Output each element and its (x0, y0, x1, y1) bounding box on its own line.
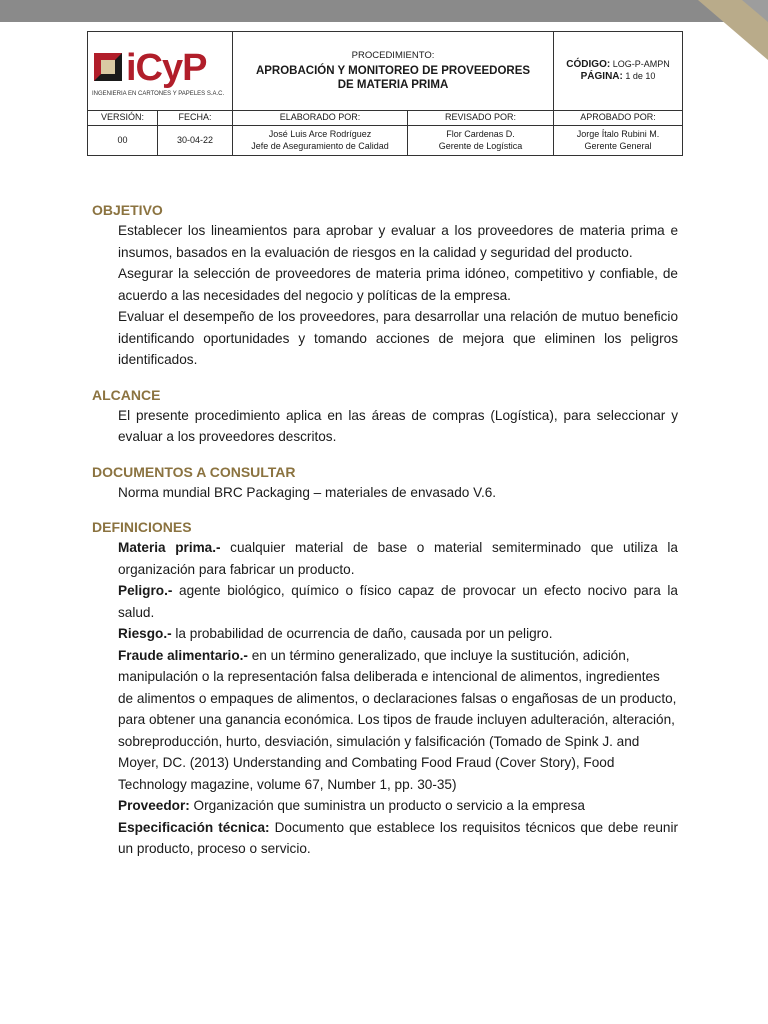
section-title-definiciones: DEFINICIONES (92, 519, 192, 535)
reviewed-name: Flor Cardenas D. (446, 129, 515, 140)
definition-item (118, 580, 678, 623)
col-date-header: FECHA: (158, 111, 233, 126)
objetivo-paragraph-1: Establecer los lineamientos para aprobar y evaluar a los proveedores de materia prima e insumos, basados en la evaluación de riesgos en la calidad y seguridad del producto. (118, 223, 678, 260)
top-bar (0, 0, 768, 22)
logo-text: iCyP (126, 47, 207, 89)
section-title-objetivo: OBJETIVO (92, 202, 163, 218)
section-definiciones (92, 517, 678, 860)
approved-cell (554, 126, 683, 156)
definition-item (118, 623, 678, 645)
reviewed-role: Gerente de Logística (438, 140, 523, 151)
code-label: CÓDIGO: (566, 58, 611, 70)
code-cell (554, 32, 683, 111)
section-objetivo (92, 200, 678, 371)
col-elaborated-header: ELABORADO POR: (233, 111, 408, 126)
section-documentos (92, 462, 678, 504)
definition-text: Organización que suministra un producto o servicio a la empresa (189, 798, 585, 813)
elaborated-cell (233, 126, 408, 156)
col-approved-header: APROBADO POR: (554, 111, 683, 126)
procedure-label: PROCEDIMIENTO: (351, 49, 435, 61)
corner-decoration-inner (742, 0, 768, 22)
logo-cell (88, 32, 233, 111)
definition-term: Peligro.- (118, 583, 173, 598)
definition-text: Documento que establece los requisitos técnicos que debe reunir un producto, proceso o servicio. (118, 819, 678, 856)
approved-role: Gerente General (584, 140, 652, 151)
col-reviewed-header: REVISADO POR: (408, 111, 554, 126)
definition-text: la probabilidad de ocurrencia de daño, causada por un peligro. (171, 626, 553, 641)
company-logo (90, 41, 230, 101)
section-title-alcance: ALCANCE (92, 386, 161, 403)
document-header-table (87, 31, 683, 156)
objetivo-paragraph-2: Asegurar la selección de proveedores de materia prima idóneo, competitivo y confiable, de acuerdo a las necesidades del negocio y políticas de la empresa. (118, 266, 678, 303)
col-version-header: VERSIÓN: (88, 111, 158, 126)
definition-term: Proveedor: (118, 798, 190, 813)
definition-text: cualquier material de base o material semiterminado que utiliza la organización para fabricar un producto. (118, 540, 678, 577)
date-value: 30-04-22 (158, 126, 233, 156)
definition-item (118, 537, 678, 580)
definition-item (118, 795, 678, 817)
definition-term: Especificación técnica: (118, 819, 270, 835)
definition-term: Materia prima.- (118, 540, 221, 555)
procedure-title-line1: APROBACIÓN Y MONITOREO DE PROVEEDORES (255, 64, 531, 77)
definition-item (118, 817, 678, 860)
section-title-documentos: DOCUMENTOS A CONSULTAR (92, 463, 296, 480)
code-value: LOG-P-AMPN (612, 58, 670, 69)
reviewed-cell (408, 126, 554, 156)
page-value: 1 de 10 (625, 71, 656, 81)
elaborated-role: Jefe de Aseguramiento de Calidad (251, 140, 389, 151)
logo-subtitle: INGENIERIA EN CARTONES Y PAPELES S.A.C. (92, 91, 225, 97)
definition-term: Fraude alimentario.- (118, 647, 248, 663)
logo-mark-icon (94, 53, 122, 81)
objetivo-paragraph-3: Evaluar el desempeño de los proveedores, para desarrollar una relación de mutuo beneficio identificando oportunidades y tomando acciones de mejora que eliminen los peligros identificados. (118, 309, 678, 367)
approved-name: Jorge Ítalo Rubini M. (576, 129, 660, 140)
section-alcance (92, 385, 678, 448)
definition-text: agente biológico, químico o físico capaz de provocar un efecto nocivo para la salud. (118, 583, 678, 620)
elaborated-name: José Luis Arce Rodríguez (268, 129, 372, 140)
procedure-title-line2: DE MATERIA PRIMA (337, 78, 449, 91)
definition-text: en un término generalizado, que incluye la sustitución, adición, manipulación o la representación falsa deliberada e intencional de alimentos, ingredientes de alimentos o empaques de alimentos, o declaraciones falsas o engañosas de un producto, para obtener una ganancia económica. Los tipos de fraude incluyen adulteración, alteración, sobreproducción, hurto, desviación, simulación y falsificación (Tomado de Spink J. and Moyer, DC. (2013) Understanding and Combating Food Fraud (Cover Story), Food Technology magazine, volume 67, Number 1, pp. 30-35) (118, 647, 677, 792)
version-value: 00 (88, 126, 158, 156)
alcance-paragraph: El presente procedimiento aplica en las áreas de compras (Logística), para seleccionar y evaluar a los proveedores descritos. (118, 407, 678, 444)
documentos-paragraph: Norma mundial BRC Packaging – materiales de envasado V.6. (118, 484, 497, 500)
page-label: PÁGINA: (580, 71, 623, 82)
definition-item (118, 645, 678, 796)
procedure-cell (233, 32, 554, 111)
definition-term: Riesgo.- (118, 626, 172, 641)
document-body (92, 200, 678, 874)
